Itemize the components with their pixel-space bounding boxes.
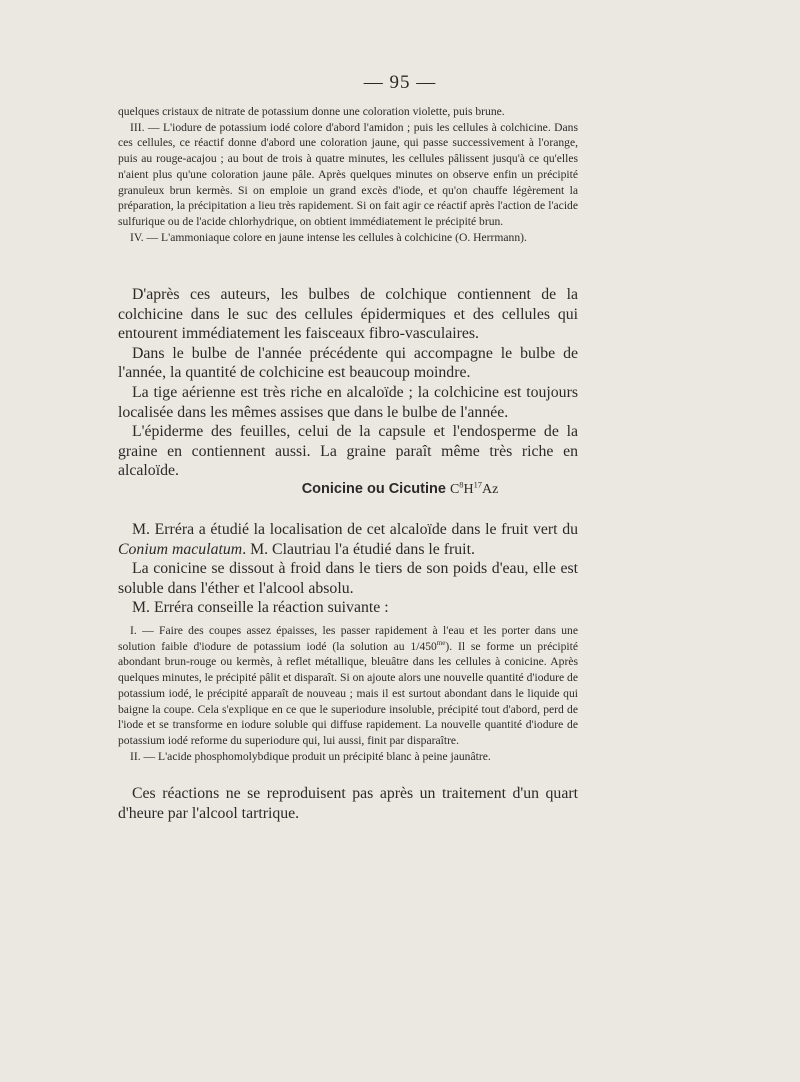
- note-iv: IV. — L'ammoniaque colore en jaune intense les cellules à colchicine (O. Herrmann).: [130, 230, 527, 244]
- paragraph: L'épiderme des feuilles, celui de la capsule et l'endosperme de la graine en contiennent aussi. La graine paraît même très riche en alcaloïde.: [118, 423, 578, 480]
- body-text-1: [118, 285, 578, 481]
- page-number: — 95 —: [363, 72, 437, 93]
- note-continuation: quelques cristaux de nitrate de potassium donne une coloration violette, puis brune.: [118, 105, 505, 118]
- chemical-formula: $C^8H^{17}Az$: [449, 480, 499, 497]
- species-name: Conium maculatum: [118, 540, 243, 558]
- bottom-notes: [118, 623, 578, 764]
- paragraph: La tige aérienne est très riche en alcaloïde ; la colchicine est toujours localisée dans les mêmes assises que dans le bulbe de l'année.: [118, 383, 578, 421]
- paragraph: M. Erréra a étudié la localisation de cet alcaloïde dans le fruit vert du Conium maculatum. M. Clautriau l'a étudié dans le fruit.: [118, 521, 578, 558]
- note-i: I. — Faire des coupes assez épaisses, les passer rapidement à l'eau et les porter dans une solution faible d'iodure de potassium iodé (la solution au $1/450^{me}$). Il se forme un précipité abondant brun-rouge ou kermès, à reflet métallique, bleuâtre dans les cellules à conicine. Après quelques minutes, le précipité pâlit et disparaît. Si on ajoute alors une nouvelle quantité d'iodure de potassium iodé, le précipité apparaît de nouveau ; mais il est surtout abondant dans le liquide qui baigne la coupe. Cela s'explique en ce que le superiodure insoluble, précipité tout d'abord, perd de l'iode et se transforme en iodure soluble qui diffuse rapidement. La nouvelle quantité d'iodure de potassium iodé reforme du superiodure qui, lui aussi, finit par disparaître.: [118, 624, 578, 747]
- paragraph: M. Erréra conseille la réaction suivante :: [132, 599, 389, 617]
- note-iii: III. — L'iodure de potassium iodé colore d'abord l'amidon ; puis les cellules à colchicine. Dans ces cellules, ce réactif donne d'abord une coloration jaune, qui passe successivement à l'orange, puis au rouge-acajou ; au bout de trois à quatre minutes, les cellules pâlissent jusqu'à ce qu'elles n'aient plus qu'une coloration jaune pâle. Après quelques minutes on observe enfin un précipité granuleux brun kermès. Si on emploie un grand excès d'iode, et qu'on chauffe légèrement la préparation, la précipitation a lieu très rapidement. Si on fait agir ce réactif après l'action de l'acide sulfurique ou de l'acide chlorhydrique, on obtient immédiatement le précipité brun.: [118, 120, 578, 228]
- paragraph: La conicine se dissout à froid dans le tiers de son poids d'eau, elle est soluble dans l'éther et l'alcool absolu.: [118, 560, 578, 597]
- heading-title: Conicine ou Cicutine: [301, 481, 446, 497]
- paragraph: Dans le bulbe de l'année précédente qui accompagne le bulbe de l'année, la quantité de colchicine est beaucoup moindre.: [118, 344, 578, 382]
- top-notes: [118, 104, 578, 245]
- paragraph: D'après ces auteurs, les bulbes de colchique contiennent de la colchicine dans le suc des cellules épidermiques et des cellules qui entourent immédiatement les faisceaux fibro-vasculaires.: [118, 286, 578, 343]
- body-text-2: [118, 520, 578, 618]
- paragraph: Ces réactions ne se reproduisent pas après un traitement d'un quart d'heure par l'alcool tartrique.: [118, 785, 578, 822]
- note-ii: II. — L'acide phosphomolybdique produit un précipité blanc à peine jaunâtre.: [130, 749, 491, 763]
- section-heading: [0, 481, 800, 498]
- final-text: [118, 784, 578, 823]
